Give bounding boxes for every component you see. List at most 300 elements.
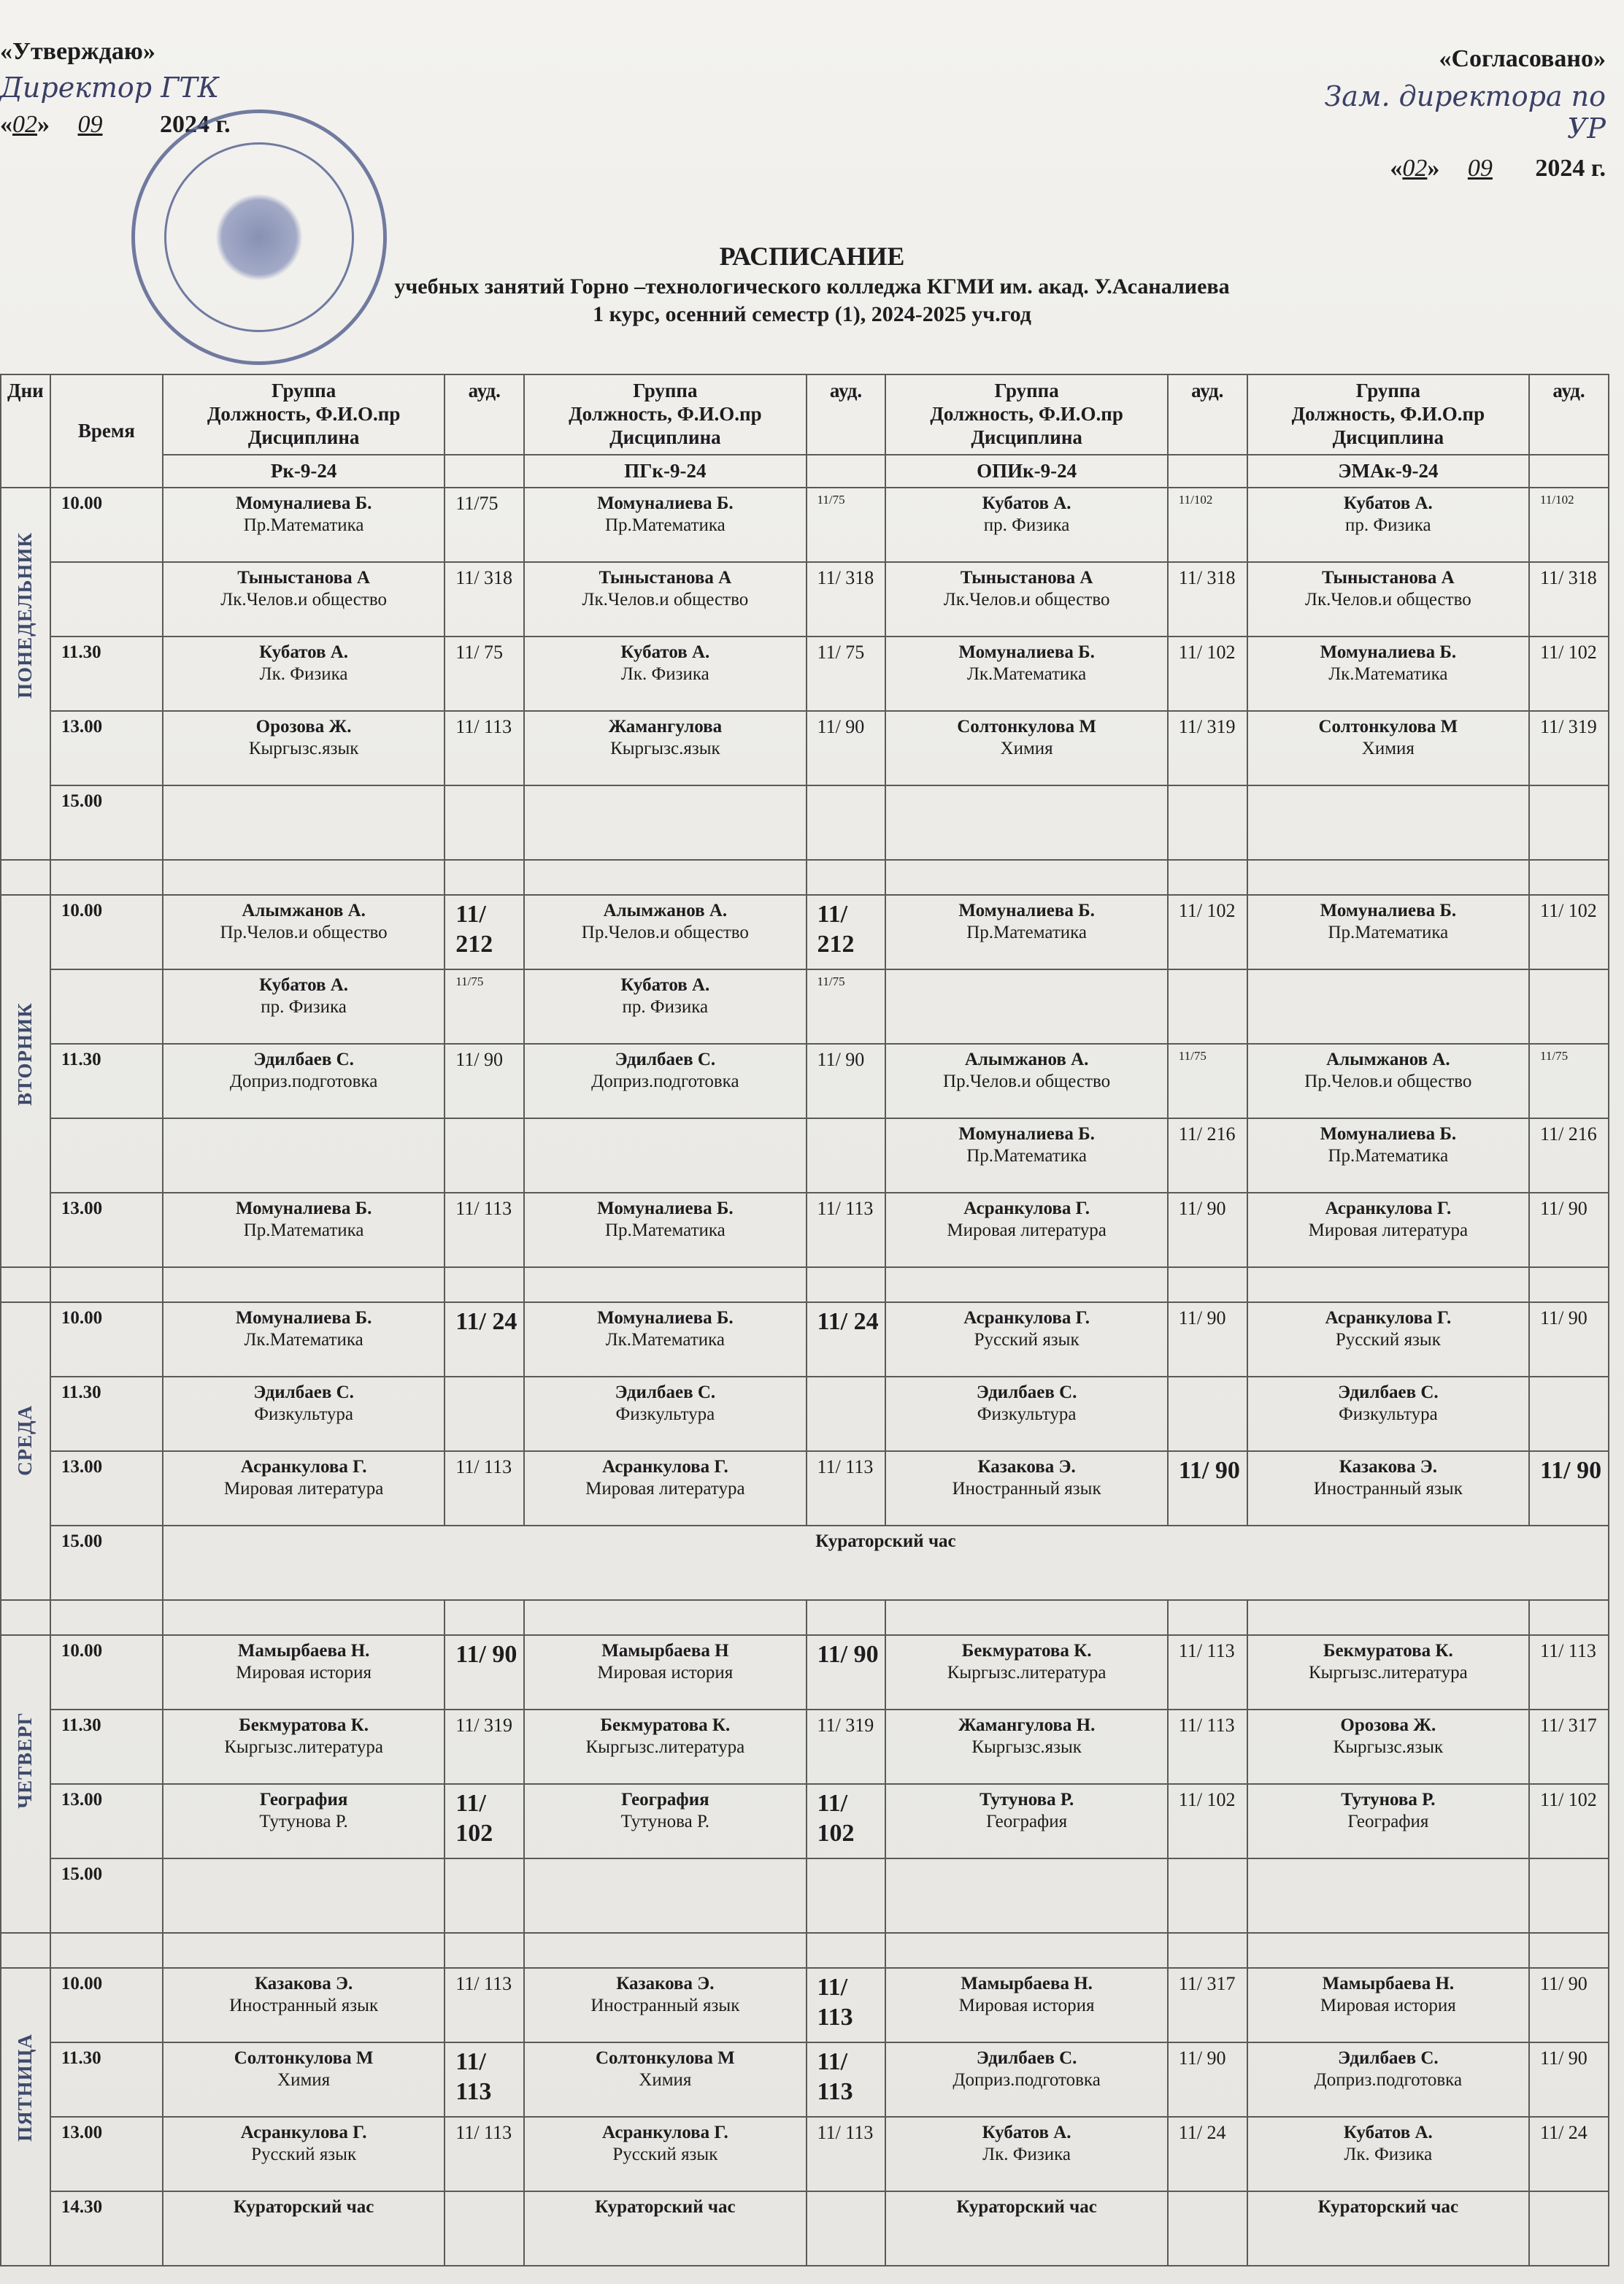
subject-name: Мировая история [597, 1662, 734, 1683]
schedule-row [1, 711, 1609, 785]
lesson-cell [163, 488, 445, 562]
approval-date: «02» 09 2024 г. [0, 111, 231, 138]
document-title [0, 241, 1624, 327]
empty-cell [1529, 1933, 1609, 1968]
room-cell: 11/ 318 [807, 562, 886, 637]
lesson-cell [524, 2042, 806, 2117]
agreement-title: «Согласовано» [1439, 45, 1606, 72]
lesson-cell [885, 637, 1167, 711]
schedule-row [1, 562, 1609, 637]
subject-name: Русский язык [612, 2144, 718, 2164]
empty-cell [885, 860, 1167, 895]
teacher-name: Мамырбаева Н. [961, 1974, 1093, 1994]
subject-name: Пр.Математика [1328, 922, 1449, 942]
room-cell [1168, 1858, 1247, 1933]
table-header-row [1, 374, 1609, 455]
lesson-cell [1247, 1302, 1529, 1377]
lesson-cell [885, 1858, 1167, 1933]
subject-name: Пр.Математика [604, 1220, 726, 1240]
empty-cell [885, 1933, 1167, 1968]
teacher-name: География [621, 1790, 709, 1810]
room-cell: 11/75 [1168, 1044, 1247, 1118]
empty-cell [50, 1267, 163, 1302]
header-days: Дни [1, 374, 50, 488]
subject-name: Пр.Математика [966, 922, 1087, 942]
header-group-2: Группа Должность, Ф.И.О.пр Дисциплина [524, 374, 806, 455]
lesson-cell [1247, 562, 1529, 637]
lesson-cell [885, 488, 1167, 562]
teacher-name: Солтонкулова М [595, 2048, 735, 2069]
room-cell: 11/ 102 [1529, 1784, 1609, 1858]
lesson-cell [1247, 488, 1529, 562]
teacher-name: Кураторский час [1317, 2197, 1459, 2218]
teacher-name: Тутунова Р. [979, 1790, 1074, 1810]
teacher-name: Солтонкулова М [957, 717, 1096, 737]
teacher-name: Алымжанов А. [1326, 1050, 1450, 1070]
teacher-name: Момуналиева Б. [1320, 1124, 1457, 1145]
header-aud-4: ауд. [1529, 374, 1609, 455]
header-aud-3: ауд. [1168, 374, 1247, 455]
day-name-cell [1, 1968, 50, 2266]
teacher-name: Момуналиева Б. [1320, 642, 1457, 663]
room-cell: 11/ 90 [1168, 2042, 1247, 2117]
teacher-name: Бекмуратова К. [1323, 1641, 1453, 1661]
teacher-name: Тыныстанова А [1322, 568, 1455, 588]
lesson-cell [163, 711, 445, 785]
lesson-cell [524, 2191, 806, 2266]
day-separator-row [1, 1267, 1609, 1302]
room-cell: 11/ 113 [445, 2117, 524, 2191]
lesson-cell [1247, 1044, 1529, 1118]
room-cell: 11/ 319 [807, 1710, 886, 1784]
room-cell: 11/ 113 [445, 711, 524, 785]
lesson-cell [1247, 711, 1529, 785]
subject-name: Пр.Челов.и общество [220, 922, 388, 942]
lesson-cell [524, 1635, 806, 1710]
group-code-aud [1168, 455, 1247, 488]
day-separator-row [1, 1933, 1609, 1968]
teacher-name: Момуналиева Б. [235, 1308, 372, 1329]
subject-name: Пр.Математика [243, 515, 364, 535]
time-cell [50, 1118, 163, 1193]
teacher-name: Казакова Э. [1339, 1457, 1437, 1477]
teacher-name: Момуналиева Б. [597, 493, 734, 514]
subject-name: пр. Физика [983, 515, 1070, 535]
room-cell: 11/ 90 [1168, 1193, 1247, 1267]
teacher-name: Казакова Э. [254, 1974, 353, 1994]
room-cell: 11/75 [1529, 1044, 1609, 1118]
schedule-row [1, 1044, 1609, 1118]
subject-name: пр. Физика [622, 996, 709, 1017]
subject-name: Мировая литература [585, 1478, 745, 1499]
teacher-name: Эдилбаев С. [976, 2048, 1077, 2069]
time-cell: 10.00 [50, 895, 163, 969]
subject-name: Лк.Челов.и общество [582, 589, 749, 610]
lesson-cell [524, 1118, 806, 1193]
room-cell: 11/ 212 [807, 895, 886, 969]
teacher-name: Мамырбаева Н. [1322, 1974, 1455, 1994]
schedule-row [1, 2042, 1609, 2117]
lesson-cell [163, 562, 445, 637]
room-cell [807, 1858, 886, 1933]
agreement-block [1285, 45, 1606, 182]
lesson-cell [524, 562, 806, 637]
room-cell [445, 1377, 524, 1451]
teacher-name: Эдилбаев С. [976, 1383, 1077, 1403]
lesson-cell [163, 1710, 445, 1784]
room-cell: 11/ 113 [807, 1968, 886, 2042]
subject-name: Химия [1361, 738, 1415, 758]
group-code: ЭМАк-9-24 [1247, 455, 1529, 488]
room-cell: 11/ 113 [445, 1451, 524, 1526]
schedule-row [1, 1635, 1609, 1710]
room-cell: 11/ 113 [445, 1193, 524, 1267]
title-line-1: РАСПИСАНИЕ [719, 242, 905, 271]
room-cell: 11/ 102 [1529, 637, 1609, 711]
lesson-cell [163, 1968, 445, 2042]
teacher-name: Кубатов А. [620, 975, 710, 996]
lesson-cell [1247, 1193, 1529, 1267]
lesson-cell [885, 895, 1167, 969]
room-cell: 11/ 102 [445, 1784, 524, 1858]
subject-name: Лк.Математика [605, 1329, 726, 1350]
schedule-row [1, 1193, 1609, 1267]
teacher-name: Кубатов А. [982, 2123, 1071, 2143]
room-cell: 11/ 90 [807, 1044, 886, 1118]
lesson-cell [524, 1044, 806, 1118]
subject-name: Тутунова Р. [259, 1811, 348, 1831]
teacher-name: Кураторский час [233, 2197, 374, 2218]
lesson-cell [524, 2117, 806, 2191]
lesson-cell [1247, 1451, 1529, 1526]
empty-cell [163, 860, 445, 895]
lesson-cell [524, 969, 806, 1044]
empty-cell [524, 1267, 806, 1302]
group-code: ОПИк-9-24 [885, 455, 1167, 488]
lesson-cell [1247, 1635, 1529, 1710]
header-group-1: Группа Должность, Ф.И.О.пр Дисциплина [163, 374, 445, 455]
room-cell: 11/ 319 [445, 1710, 524, 1784]
teacher-name: Бекмуратова К. [961, 1641, 1092, 1661]
lesson-cell [524, 1710, 806, 1784]
empty-cell [445, 1933, 524, 1968]
time-cell: 15.00 [50, 1858, 163, 1933]
teacher-name: Эдилбаев С. [253, 1050, 354, 1070]
subject-name: Иностранный язык [229, 1995, 379, 2015]
subject-name: Тутунова Р. [620, 1811, 710, 1831]
empty-cell [1247, 1933, 1529, 1968]
lesson-cell [524, 895, 806, 969]
teacher-name: Момуналиева Б. [597, 1308, 734, 1329]
subject-name: Лк. Физика [982, 2144, 1071, 2164]
teacher-name: Тыныстанова А [237, 568, 370, 588]
empty-cell [1168, 860, 1247, 895]
room-cell: 11/ 102 [1168, 895, 1247, 969]
day-name: СРЕДА [13, 1404, 36, 1476]
subject-name: Кыргызс.язык [248, 738, 359, 758]
time-cell: 10.00 [50, 488, 163, 562]
subject-name: пр. Физика [261, 996, 347, 1017]
teacher-name: Кураторский час [595, 2197, 736, 2218]
teacher-name: Тыныстанова А [960, 568, 1093, 588]
teacher-name: Бекмуратова К. [600, 1715, 731, 1736]
approval-signature: Директор ГТК [0, 72, 220, 104]
agreement-year: 2024 г. [1535, 155, 1606, 182]
room-cell: 11/ 90 [807, 1635, 886, 1710]
empty-cell [1247, 860, 1529, 895]
day-name: ПОНЕДЕЛЬНИК [13, 531, 36, 699]
subject-name: Пр.Математика [966, 1145, 1087, 1166]
room-cell: 11/ 102 [1529, 895, 1609, 969]
lesson-cell [1247, 637, 1529, 711]
room-cell: 11/ 90 [807, 711, 886, 785]
room-cell: 11/ 317 [1168, 1968, 1247, 2042]
room-cell: 11/ 113 [807, 1451, 886, 1526]
subject-name: Физкультура [977, 1404, 1077, 1424]
room-cell [1168, 1377, 1247, 1451]
room-cell [445, 1118, 524, 1193]
lesson-cell [1247, 1784, 1529, 1858]
lesson-cell [1247, 1710, 1529, 1784]
lesson-cell [885, 785, 1167, 860]
teacher-name: Эдилбаев С. [253, 1383, 354, 1403]
teacher-name: Асранкулова Г. [240, 2123, 367, 2143]
lesson-cell [524, 1193, 806, 1267]
subject-name: Лк.Челов.и общество [943, 589, 1110, 610]
title-line-2: учебных занятий Горно –технологического колледжа КГМИ им. акад. У.Асаналиева [394, 274, 1230, 299]
subject-name: Иностранный язык [1313, 1478, 1463, 1499]
empty-cell [445, 1267, 524, 1302]
lesson-cell [885, 2042, 1167, 2117]
time-cell: 13.00 [50, 1193, 163, 1267]
lesson-cell [163, 1784, 445, 1858]
lesson-cell [1247, 895, 1529, 969]
room-cell: 11/ 90 [1168, 1451, 1247, 1526]
time-cell: 14.30 [50, 2191, 163, 2266]
day-separator-row [1, 860, 1609, 895]
subject-name: Доприз.подготовка [953, 2069, 1101, 2090]
subject-name: Кыргызс.язык [610, 738, 720, 758]
room-cell: 11/ 75 [807, 637, 886, 711]
empty-cell [1, 1267, 50, 1302]
room-cell: 11/75 [807, 488, 886, 562]
subject-name: Русский язык [1335, 1329, 1441, 1350]
time-cell: 10.00 [50, 1635, 163, 1710]
room-cell: 11/ 90 [1168, 1302, 1247, 1377]
lesson-cell [163, 637, 445, 711]
subject-name: Лк.Челов.и общество [220, 589, 387, 610]
subject-name: Доприз.подготовка [1314, 2069, 1463, 2090]
room-cell: 11/ 318 [1529, 562, 1609, 637]
lesson-cell [1247, 1968, 1529, 2042]
schedule-row [1, 1858, 1609, 1933]
room-cell [1168, 969, 1247, 1044]
subject-name: Иностранный язык [590, 1995, 740, 2015]
schedule-row [1, 1710, 1609, 1784]
room-cell: 11/102 [1529, 488, 1609, 562]
empty-cell [163, 1600, 445, 1635]
empty-cell [1, 860, 50, 895]
lesson-cell [885, 2117, 1167, 2191]
room-cell [445, 1858, 524, 1933]
teacher-name: Эдилбаев С. [1338, 2048, 1439, 2069]
lesson-cell [1247, 1118, 1529, 1193]
empty-cell [885, 1267, 1167, 1302]
group-code-aud [445, 455, 524, 488]
teacher-name: Жамангулова [608, 717, 723, 737]
approval-date-day: 02 [12, 111, 37, 138]
room-cell [1529, 785, 1609, 860]
lesson-cell [885, 1968, 1167, 2042]
subject-name: Мировая история [1320, 1995, 1456, 2015]
approval-date-month: 09 [77, 111, 103, 138]
lesson-cell [524, 1302, 806, 1377]
group-code: Рк-9-24 [163, 455, 445, 488]
lesson-cell [885, 969, 1167, 1044]
lesson-cell [885, 711, 1167, 785]
empty-cell [1168, 1267, 1247, 1302]
lesson-cell [524, 1784, 806, 1858]
subject-name: Мировая литература [1308, 1220, 1469, 1240]
lesson-cell [885, 1118, 1167, 1193]
lesson-cell [524, 637, 806, 711]
empty-cell [524, 1600, 806, 1635]
agreement-signature: Зам. директора по УР [1324, 80, 1606, 145]
teacher-name: Асранкулова Г. [1325, 1199, 1452, 1219]
lesson-cell [1247, 1858, 1529, 1933]
schedule-row [1, 969, 1609, 1044]
subject-name: Мировая история [958, 1995, 1095, 2015]
subject-name: Химия [277, 2069, 331, 2090]
subject-name: Русский язык [251, 2144, 357, 2164]
header-group-3: Группа Должность, Ф.И.О.пр Дисциплина [885, 374, 1167, 455]
room-cell: 11/ 24 [445, 1302, 524, 1377]
lesson-cell [163, 1118, 445, 1193]
teacher-name: Эдилбаев С. [1338, 1383, 1439, 1403]
lesson-cell [524, 1377, 806, 1451]
schedule-row [1, 1451, 1609, 1526]
empty-cell [1247, 1600, 1529, 1635]
group-code: ПГк-9-24 [524, 455, 806, 488]
room-cell [1529, 2191, 1609, 2266]
room-cell: 11/ 319 [1168, 711, 1247, 785]
time-cell: 13.00 [50, 1451, 163, 1526]
lesson-cell [885, 562, 1167, 637]
teacher-name: Алымжанов А. [242, 901, 366, 921]
subject-name: Кыргызс.язык [971, 1737, 1082, 1757]
time-cell: 11.30 [50, 1710, 163, 1784]
lesson-cell [163, 1044, 445, 1118]
subject-name: Кыргызс.язык [1333, 1737, 1444, 1757]
room-cell [807, 785, 886, 860]
empty-cell [1, 1600, 50, 1635]
teacher-name: Мамырбаева Н. [237, 1641, 370, 1661]
teacher-name: Асранкулова Г. [963, 1199, 1090, 1219]
teacher-name: Эдилбаев С. [615, 1383, 716, 1403]
teacher-name: Тутунова Р. [1341, 1790, 1436, 1810]
time-cell: 13.00 [50, 711, 163, 785]
schedule-row [1, 1968, 1609, 2042]
schedule-row [1, 895, 1609, 969]
group-code-aud [807, 455, 886, 488]
lesson-cell [163, 895, 445, 969]
lesson-cell [524, 1858, 806, 1933]
room-cell [1168, 785, 1247, 860]
subject-name: Лк.Математика [1328, 664, 1448, 684]
room-cell: 11/ 90 [1529, 1451, 1609, 1526]
empty-cell [445, 860, 524, 895]
room-cell: 11/ 317 [1529, 1710, 1609, 1784]
lesson-cell [163, 785, 445, 860]
lesson-cell [885, 1302, 1167, 1377]
teacher-name: Кубатов А. [982, 493, 1071, 514]
schedule-row [1, 1302, 1609, 1377]
room-cell [1529, 1377, 1609, 1451]
room-cell: 11/ 90 [1529, 1193, 1609, 1267]
schedule-row [1, 637, 1609, 711]
lesson-cell [163, 1302, 445, 1377]
subject-name: Мировая литература [223, 1478, 384, 1499]
schedule-row [1, 488, 1609, 562]
room-cell [445, 2191, 524, 2266]
schedule-row [1, 2191, 1609, 2266]
agreement-date-day: 02 [1402, 155, 1428, 182]
room-cell: 11/102 [1168, 488, 1247, 562]
room-cell: 11/ 113 [1168, 1710, 1247, 1784]
room-cell: 11/75 [445, 969, 524, 1044]
room-cell: 11/ 90 [445, 1044, 524, 1118]
room-cell: 11/ 113 [807, 1193, 886, 1267]
day-name: ВТОРНИК [13, 1001, 36, 1106]
lesson-cell [163, 1858, 445, 1933]
room-cell: 11/ 113 [445, 2042, 524, 2117]
room-cell: 11/ 24 [1529, 2117, 1609, 2191]
room-cell: 11/ 90 [1529, 2042, 1609, 2117]
lesson-cell [885, 1377, 1167, 1451]
lesson-cell [1247, 2191, 1529, 2266]
subject-name: Пр.Челов.и общество [943, 1071, 1111, 1091]
agreement-date-month: 09 [1467, 155, 1493, 182]
schedule-row [1, 1784, 1609, 1858]
lesson-cell [885, 1193, 1167, 1267]
teacher-name: Алымжанов А. [603, 901, 728, 921]
teacher-name: Жамангулова Н. [958, 1715, 1096, 1736]
subject-name: Лк.Математика [244, 1329, 363, 1350]
time-cell: 11.30 [50, 2042, 163, 2117]
room-cell: 11/ 102 [1168, 637, 1247, 711]
subject-name: Доприз.подготовка [591, 1071, 739, 1091]
room-cell: 11/ 318 [1168, 562, 1247, 637]
subject-name: Мировая литература [947, 1220, 1107, 1240]
teacher-name: Момуналиева Б. [1320, 901, 1457, 921]
group-code-row [1, 455, 1609, 488]
room-cell: 11/ 24 [807, 1302, 886, 1377]
subject-name: Пр.Математика [243, 1220, 364, 1240]
time-cell: 11.30 [50, 1377, 163, 1451]
empty-cell [1529, 860, 1609, 895]
empty-cell [524, 1933, 806, 1968]
room-cell: 11/ 113 [807, 2117, 886, 2191]
teacher-name: Асранкулова Г. [963, 1308, 1090, 1329]
lesson-cell [163, 2117, 445, 2191]
room-cell: 11/75 [807, 969, 886, 1044]
empty-cell [885, 1600, 1167, 1635]
day-name-cell [1, 1302, 50, 1600]
day-name: ЧЕТВЕРГ [13, 1711, 36, 1809]
lesson-cell [524, 1451, 806, 1526]
lesson-cell [885, 1710, 1167, 1784]
room-cell: 11/ 90 [1529, 1968, 1609, 2042]
